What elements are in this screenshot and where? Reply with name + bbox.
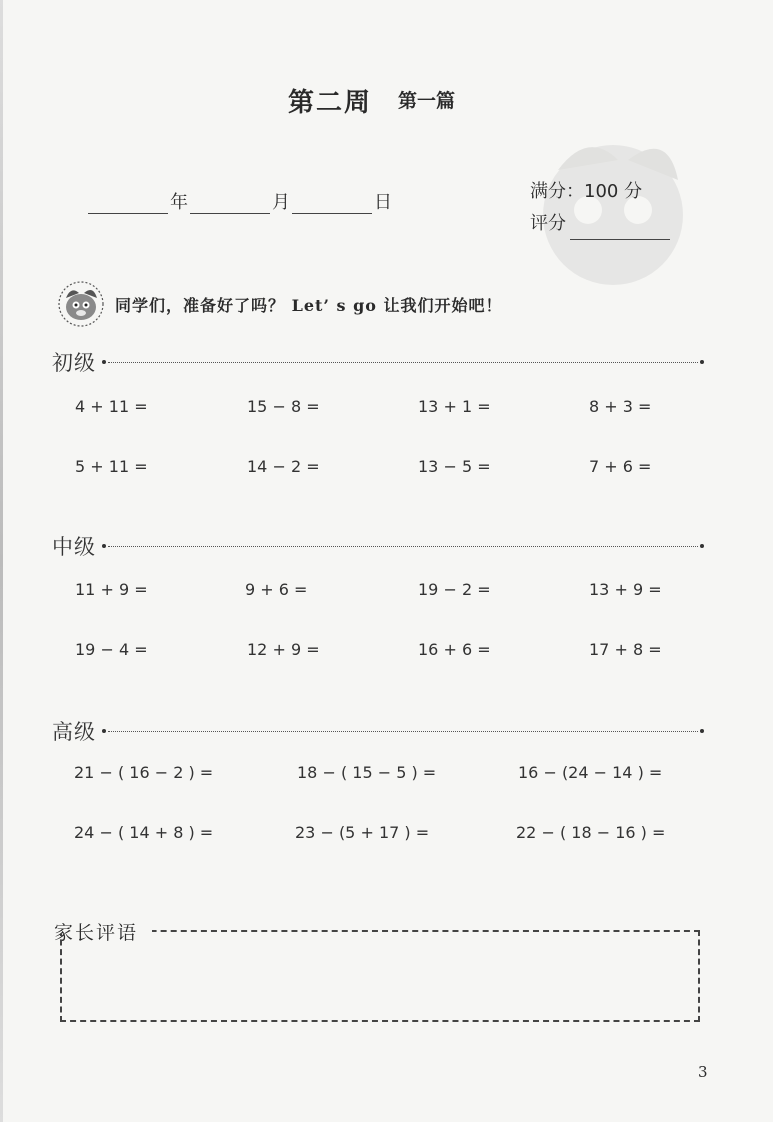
parent-comment-box[interactable] xyxy=(60,930,700,1022)
problem: 16 + 6 = xyxy=(418,640,491,659)
problem: 13 + 1 = xyxy=(418,397,491,416)
problem: 8 + 3 = xyxy=(589,397,652,416)
intro-banner xyxy=(57,280,503,328)
year-blank[interactable] xyxy=(88,193,168,214)
problem: 19 − 2 = xyxy=(418,580,491,599)
problem: 14 − 2 = xyxy=(247,457,320,476)
page-title: 第二周 xyxy=(288,88,373,118)
problem: 19 − 4 = xyxy=(75,640,148,659)
problem: 11 + 9 = xyxy=(75,580,148,599)
dotted-line xyxy=(108,546,698,547)
parent-comment-label: 家长评语 xyxy=(54,922,139,944)
section-header-advanced xyxy=(52,716,704,746)
problem: 21 − ( 16 − 2 ) = xyxy=(74,763,214,782)
problem: 15 − 8 = xyxy=(247,397,320,416)
page-edge xyxy=(0,0,3,1122)
month-label: 月 xyxy=(272,192,290,213)
problem: 18 − ( 15 − 5 ) = xyxy=(297,763,437,782)
intro-text: 同学们，准备好了吗？ Let’ s go 让我们开始吧！ xyxy=(115,295,503,315)
section-title: 高级 xyxy=(52,720,96,744)
problem: 22 − ( 18 − 16 ) = xyxy=(516,823,666,842)
dotted-line xyxy=(108,731,698,732)
problem: 7 + 6 = xyxy=(589,457,652,476)
dot xyxy=(102,360,106,364)
page-subtitle: 第一篇 xyxy=(398,90,456,112)
score-box xyxy=(530,176,672,240)
page-number: 3 xyxy=(698,1063,708,1081)
dot xyxy=(700,544,704,548)
problem: 4 + 11 = xyxy=(75,397,148,416)
dot xyxy=(102,544,106,548)
full-score: 满分：100 分 xyxy=(530,181,643,202)
problem: 13 − 5 = xyxy=(418,457,491,476)
problem: 9 + 6 = xyxy=(245,580,308,599)
dog-mascot-icon xyxy=(57,280,105,328)
date-row xyxy=(86,188,392,214)
problem: 5 + 11 = xyxy=(75,457,148,476)
dot xyxy=(102,729,106,733)
month-blank[interactable] xyxy=(190,193,270,214)
dot xyxy=(700,360,704,364)
problem: 13 + 9 = xyxy=(589,580,662,599)
grade-label: 评分 xyxy=(530,213,566,234)
dotted-line xyxy=(108,362,698,363)
section-title: 中级 xyxy=(52,535,96,559)
problem: 17 + 8 = xyxy=(589,640,662,659)
day-label: 日 xyxy=(374,192,392,213)
day-blank[interactable] xyxy=(292,193,372,214)
year-label: 年 xyxy=(170,192,188,213)
section-header-beginner xyxy=(52,347,704,377)
problem: 16 − (24 − 14 ) = xyxy=(518,763,663,782)
grade-blank[interactable] xyxy=(570,217,670,240)
section-title: 初级 xyxy=(52,351,96,375)
problem: 12 + 9 = xyxy=(247,640,320,659)
section-header-intermediate xyxy=(52,531,704,561)
problem: 23 − (5 + 17 ) = xyxy=(295,823,430,842)
problem: 24 − ( 14 + 8 ) = xyxy=(74,823,214,842)
dot xyxy=(700,729,704,733)
